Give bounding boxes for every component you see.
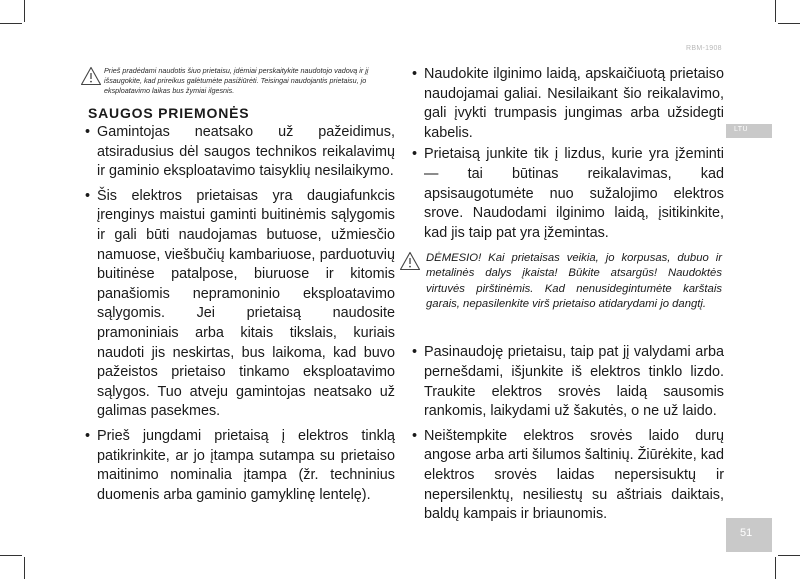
warning-triangle-icon [80, 66, 102, 86]
bullet-symbol: • [412, 146, 418, 163]
warning-triangle-icon [399, 251, 421, 271]
list-item [83, 187, 395, 422]
list-item [83, 427, 395, 505]
bullet-symbol: • [412, 344, 418, 361]
intro-note: Prieš pradėdami naudotis šiuo prietaisu, įdėmiai perskaitykite naudotojo vadovą ir jį išsaugokite, kad prireikus galėtumėte pasižiūrėti. Teisingai naudojantis prietaisu, jo eksploatavimo laikas bus žymiai ilgesnis. [104, 66, 369, 96]
crop-mark [0, 23, 22, 24]
list-item-text: Gamintojas neatsako už pažeidimus, atsiradusius dėl saugos technikos reikalavimų ir gaminio eksploatavimo taisyklių nesilaikymo. [97, 124, 395, 180]
page-number: 51 [740, 527, 753, 539]
list-item [410, 145, 724, 243]
list-item-text: Prieš jungdami prietaisą į elektros tinklą patikrinkite, ar jo įtampa sutampa su prietaiso maitinimo nominalia įtampa (žr. techninius duomenis arba gaminio gamyklinę lentelę). [97, 427, 395, 503]
bullet-symbol: • [85, 427, 91, 444]
list-item [83, 123, 395, 182]
list-item-text: Šis elektros prietaisas yra daugiafunkcis įrenginys maistui gaminti buitinėmis sąlygomis ir gali būti naudojamas butuose, užmiesčio namuose, viešbučių kambariuose, parduotuvių buitinėse patalpose, biuruose ir kitomis panašiomis nepramoninio eksploatavimo sąlygomis. Jei prietaisą naudosite pramoniniais arba kitais tikslais, kuriais naudoti jis neskirtas, bus laikoma, kad buvo pažeistos prietaiso tinkamo eksploatavimo sąlygos. Tuo atveju gamintojas neatsako už galimas pasekmes. [97, 187, 395, 420]
section-heading: SAUGOS PRIEMONĖS [88, 105, 250, 121]
list-item-text: Neištempkite elektros srovės laido durų angose arba arti šilumos šaltinių. Žiūrėkite, kad elektros srovės laidas nepersisuktų ir nepersilenktų, nesiliestų su aštriais daiktais, baldų kampais ir briaunomis. [424, 427, 724, 523]
crop-mark [0, 555, 22, 556]
bullet-symbol: • [412, 427, 418, 444]
language-label: LTU [734, 126, 748, 133]
bullet-symbol: • [85, 187, 91, 204]
list-item [410, 343, 724, 421]
crop-mark [24, 0, 25, 22]
list-item-text: Naudokite ilginimo laidą, apskaičiuotą prietaiso naudojamai galiai. Nesilaikant šio reikalavimo, gali įvykti trumpasis jungimas arba užsidegti kabelis. [424, 66, 724, 141]
crop-mark [778, 555, 800, 556]
crop-mark [24, 557, 25, 579]
page-number-tab [726, 518, 772, 552]
warning-note: DĖMESIO! Kai prietaisas veikia, jo korpusas, dubuo ir metalinės dalys įkaista! Būkite atsargūs! Naudoktės virtuvės pirštinėmis. Kad nenusidegintumėte karštais garais, nepasilenkite virš prietaiso atidarydami jo dangtį. [426, 252, 722, 311]
crop-mark [778, 23, 800, 24]
bullet-symbol: • [85, 124, 91, 140]
list-item-text: Pasinaudoję prietaisu, taip pat jį valydami arba pernešdami, išjunkite iš elektros tinklo lizdo. Traukite elektros srovės laidą sausomis rankomis, laikydami už šakutės, o ne už laido. [424, 344, 724, 420]
language-tab [726, 124, 772, 138]
model-number: RBM-1908 [686, 45, 722, 52]
bullet-symbol: • [412, 66, 418, 82]
left-column [83, 123, 395, 510]
crop-mark [775, 0, 776, 22]
list-item-text: Prietaisą junkite tik į lizdus, kurie yra įžeminti — tai būtinas reikalavimas, kad apsisaugotumėte nuo sužalojimo elektros srove. Naudodami ilginimo laidą, įsitikinkite, kad jis taip pat yra įžemintas. [424, 146, 724, 241]
crop-mark [775, 557, 776, 579]
list-item [410, 427, 724, 525]
list-item [410, 65, 724, 143]
